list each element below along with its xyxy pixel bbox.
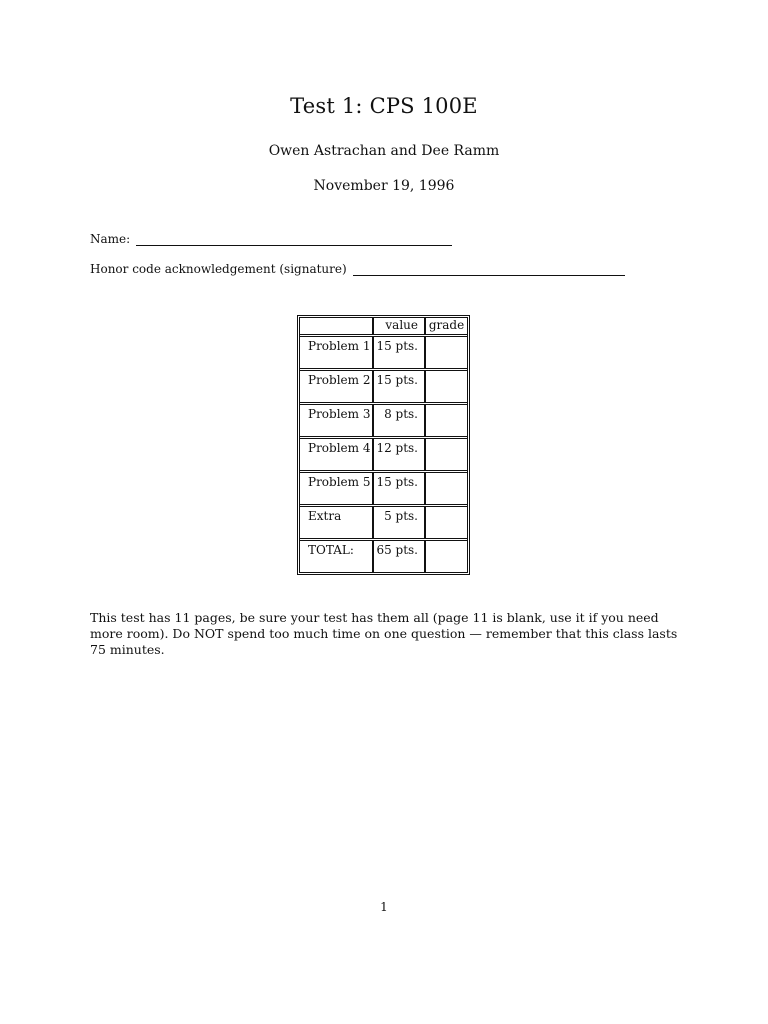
- instructions-paragraph: This test has 11 pages, be sure your test has them all (page 11 is blank, use it if you need more room). Do NOT spend too much time on one question — remember that this class lasts 75 minutes.: [90, 610, 678, 657]
- row-value: 15 pts.: [373, 370, 425, 404]
- table-row: [300, 336, 467, 370]
- row-label: Problem 3: [300, 404, 373, 438]
- row-label: Extra: [300, 506, 373, 540]
- grade-cell[interactable]: [425, 336, 467, 370]
- date: November 19, 1996: [313, 178, 455, 194]
- row-label: Problem 5: [300, 472, 373, 506]
- row-label: Problem 4: [300, 438, 373, 472]
- header-problem: [300, 318, 373, 336]
- table-row: [300, 472, 467, 506]
- row-value: 5 pts.: [373, 506, 425, 540]
- grade-cell[interactable]: [425, 472, 467, 506]
- row-label: Problem 2: [300, 370, 373, 404]
- grade-cell[interactable]: [425, 404, 467, 438]
- grade-cell[interactable]: [425, 540, 467, 573]
- header-grade: grade: [425, 318, 467, 336]
- honor-label: Honor code acknowledgement (signature): [90, 262, 347, 276]
- row-value: 65 pts.: [373, 540, 425, 573]
- row-value: 15 pts.: [373, 336, 425, 370]
- table-row: [300, 506, 467, 540]
- page-number: 1: [380, 900, 388, 914]
- table-row: [300, 404, 467, 438]
- row-value: 15 pts.: [373, 472, 425, 506]
- grade-cell[interactable]: [425, 370, 467, 404]
- signature-line[interactable]: [353, 263, 625, 276]
- honor-field-row: [90, 262, 625, 276]
- row-value: 8 pts.: [373, 404, 425, 438]
- grade-cell[interactable]: [425, 438, 467, 472]
- table-row: [300, 438, 467, 472]
- grade-cell[interactable]: [425, 506, 467, 540]
- authors: Owen Astrachan and Dee Ramm: [268, 143, 500, 159]
- name-label: Name:: [90, 232, 131, 246]
- page-title: Test 1: CPS 100E: [290, 94, 478, 118]
- table-row-total: [300, 540, 467, 573]
- name-line[interactable]: [136, 233, 452, 246]
- row-label: TOTAL:: [300, 540, 373, 573]
- row-value: 12 pts.: [373, 438, 425, 472]
- score-table: [297, 315, 470, 575]
- name-field-row: [90, 232, 452, 246]
- row-label: Problem 1: [300, 336, 373, 370]
- table-header-row: [300, 318, 467, 336]
- header-value: value: [373, 318, 425, 336]
- table-row: [300, 370, 467, 404]
